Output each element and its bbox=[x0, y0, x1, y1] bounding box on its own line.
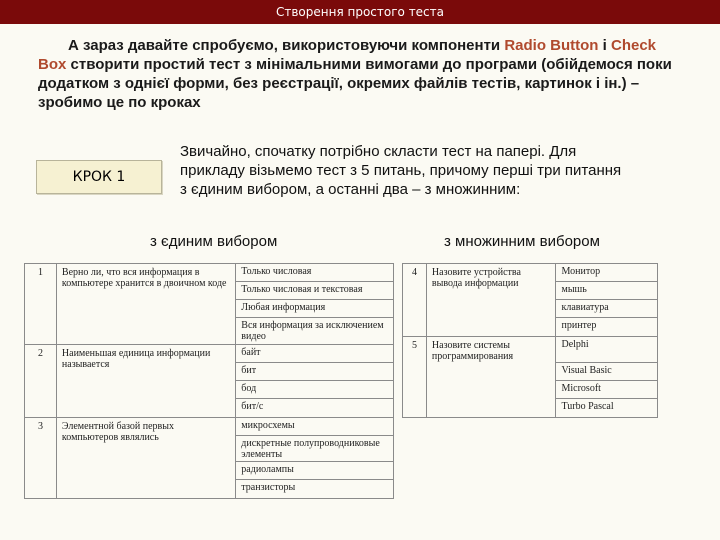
intro-paragraph bbox=[38, 36, 678, 112]
explanation-text: Звичайно, спочатку потрібно скласти тест на папері. Для прикладу візьмемо тест з 5 питань, причому перші три питання з єдиним вибором, а останні два – з множинним: bbox=[180, 143, 622, 198]
answer-option[interactable]: микросхемы bbox=[236, 418, 393, 436]
table-row bbox=[403, 337, 658, 418]
answer-list bbox=[236, 418, 394, 499]
answer-option[interactable]: Microsoft bbox=[556, 381, 657, 399]
answer-option[interactable]: Монитор bbox=[556, 264, 657, 282]
answer-option[interactable]: мышь bbox=[556, 282, 657, 300]
answer-option[interactable]: Только числовая и текстовая bbox=[236, 282, 393, 300]
answer-option[interactable]: Turbo Pascal bbox=[561, 401, 614, 412]
intro-text-1: А зараз давайте спробуємо, використовуючи компоненти bbox=[68, 37, 505, 54]
question-number: 5 bbox=[403, 337, 427, 418]
intro-text-3: створити простий тест з мінімальними вимогами до програми (обійдемося поки додатком з однієї форми, без реєстрації, окремих файлів тестів, картинок і ін.) – зробимо це по кроках bbox=[38, 56, 672, 111]
step-label: КРОК 1 bbox=[72, 169, 126, 185]
answer-list bbox=[556, 264, 658, 337]
question-number: 2 bbox=[25, 345, 57, 418]
answer-option[interactable]: радиолампы bbox=[236, 462, 393, 480]
answer-option[interactable]: байт bbox=[236, 345, 393, 363]
table-row bbox=[25, 345, 394, 418]
answer-list bbox=[236, 264, 394, 345]
answer-option[interactable]: дискретные полупроводниковые элементы bbox=[236, 436, 393, 462]
question-text: Элементной базой первых компьютеров являлись bbox=[56, 418, 235, 499]
radio-button-term: Radio Button bbox=[504, 37, 599, 54]
answer-option[interactable]: бод bbox=[236, 381, 393, 399]
intro-text-2: і bbox=[598, 37, 611, 54]
step-1-box bbox=[36, 160, 162, 194]
answer-option[interactable]: клавиатура bbox=[556, 300, 657, 318]
multiple-choice-title: з множинним вибором bbox=[444, 233, 600, 250]
answer-option[interactable]: принтер bbox=[561, 320, 597, 331]
answer-option[interactable]: бит/с bbox=[241, 401, 264, 412]
question-number: 3 bbox=[25, 418, 57, 499]
multiple-choice-table bbox=[402, 263, 658, 418]
table-row bbox=[25, 264, 394, 345]
answer-option[interactable]: Delphi bbox=[556, 337, 657, 363]
question-text: Верно ли, что вся информация в компьютере хранится в двоичном коде bbox=[56, 264, 235, 345]
question-text: Назовите системы программирования bbox=[426, 337, 556, 418]
title-bar bbox=[0, 0, 720, 24]
single-choice-title: з єдиним вибором bbox=[150, 233, 278, 250]
table-row bbox=[25, 418, 394, 499]
question-number: 4 bbox=[403, 264, 427, 337]
question-number: 1 bbox=[25, 264, 57, 345]
check-box-term: Check Box bbox=[38, 37, 657, 73]
answer-option[interactable]: бит bbox=[236, 363, 393, 381]
answer-option[interactable]: Только числовая bbox=[236, 264, 393, 282]
answer-option[interactable]: Любая информация bbox=[236, 300, 393, 318]
question-text: Наименьшая единица информации называется bbox=[56, 345, 235, 418]
answer-option[interactable]: Visual Basic bbox=[556, 363, 657, 381]
answer-list bbox=[556, 337, 658, 418]
answer-list bbox=[236, 345, 394, 418]
single-choice-table bbox=[24, 263, 394, 499]
answer-option[interactable]: транзисторы bbox=[241, 482, 296, 493]
answer-option[interactable]: Вся информация за исключением видео bbox=[241, 320, 384, 342]
question-text: Назовите устройства вывода информации bbox=[426, 264, 556, 337]
table-row bbox=[403, 264, 658, 337]
page-title: Створення простого теста bbox=[275, 5, 445, 19]
